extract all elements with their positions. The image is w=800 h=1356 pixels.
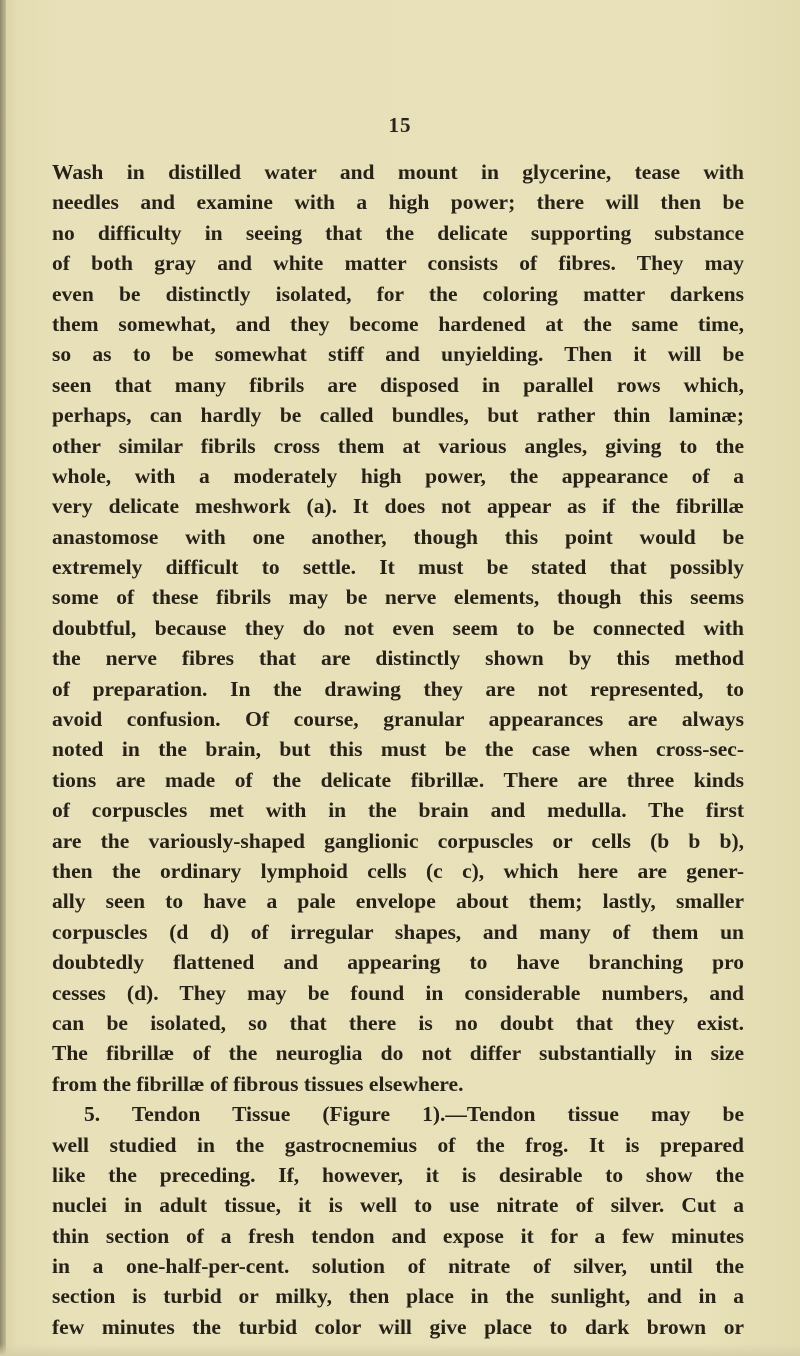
text-line: extremely difficult to settle. It must be stated that possibly	[52, 555, 744, 580]
text-line: avoid confusion. Of course, granular appearances are always	[52, 707, 744, 732]
paragraph-end-line: from the fibrillæ of fibrous tissues elsewhere.	[52, 1071, 464, 1096]
text-line: doubtedly flattened and appearing to have branching pro	[52, 950, 744, 975]
text-line: even be distinctly isolated, for the coloring matter darkens	[52, 281, 744, 306]
binding-edge	[0, 0, 6, 1356]
text-line: nuclei in adult tissue, it is well to use nitrate of silver. Cut a	[52, 1193, 744, 1218]
text-line: can be isolated, so that there is no doubt that they exist.	[52, 1010, 744, 1035]
text-line: tions are made of the delicate fibrillæ. There are three kinds	[52, 767, 744, 792]
text-line: them somewhat, and they become hardened at the same time,	[52, 311, 744, 336]
text-line: of both gray and white matter consists of fibres. They may	[52, 251, 744, 276]
text-line: of preparation. In the drawing they are not represented, to	[52, 676, 744, 701]
text-line: in a one-half-per-cent. solution of nitrate of silver, until the	[52, 1254, 744, 1279]
text-line: ally seen to have a pale envelope about them; lastly, smaller	[52, 889, 744, 914]
text-line: of corpuscles met with in the brain and medulla. The first	[52, 798, 744, 823]
page-number: 15	[388, 113, 412, 137]
text-line: needles and examine with a high power; there will then be	[52, 190, 744, 215]
text-line: The fibrillæ of the neuroglia do not differ substantially in size	[52, 1041, 744, 1066]
text-line: then the ordinary lymphoid cells (c c), which here are gener-	[52, 858, 744, 883]
text-line: thin section of a fresh tendon and expose it for a few minutes	[52, 1223, 744, 1248]
body-text	[52, 157, 744, 1342]
section-heading-line: 5. Tendon Tissue (Figure 1).—Tendon tissue may be	[84, 1102, 744, 1127]
text-line: the nerve fibres that are distinctly shown by this method	[52, 646, 744, 671]
text-line: anastomose with one another, though this point would be	[52, 524, 744, 549]
page-bottom-edge	[0, 1344, 800, 1356]
text-line: seen that many fibrils are disposed in parallel rows which,	[52, 372, 744, 397]
text-line: noted in the brain, but this must be the case when cross-sec-	[52, 737, 744, 762]
text-line: doubtful, because they do not even seem to be connected with	[52, 615, 744, 640]
text-line: very delicate meshwork (a). It does not appear as if the fibrillæ	[52, 494, 744, 519]
text-line: other similar fibrils cross them at various angles, giving to the	[52, 433, 744, 458]
text-line: cesses (d). They may be found in considerable numbers, and	[52, 980, 744, 1005]
text-line: like the preceding. If, however, it is desirable to show the	[52, 1162, 744, 1187]
text-line: are the variously-shaped ganglionic corpuscles or cells (b b b),	[52, 828, 744, 853]
text-line: so as to be somewhat stiff and unyielding. Then it will be	[52, 342, 744, 367]
text-line: few minutes the turbid color will give place to dark brown or	[52, 1314, 744, 1339]
text-line: some of these fibrils may be nerve elements, though this seems	[52, 585, 744, 610]
text-line: section is turbid or milky, then place in the sunlight, and in a	[52, 1284, 744, 1309]
text-line: no difficulty in seeing that the delicate supporting substance	[52, 220, 744, 245]
text-line: perhaps, can hardly be called bundles, but rather thin laminæ;	[52, 403, 744, 428]
text-line: well studied in the gastrocnemius of the frog. It is prepared	[52, 1132, 744, 1157]
text-line: whole, with a moderately high power, the appearance of a	[52, 463, 744, 488]
text-line: Wash in distilled water and mount in glycerine, tease with	[52, 160, 744, 184]
text-line: corpuscles (d d) of irregular shapes, and many of them un	[52, 919, 744, 944]
